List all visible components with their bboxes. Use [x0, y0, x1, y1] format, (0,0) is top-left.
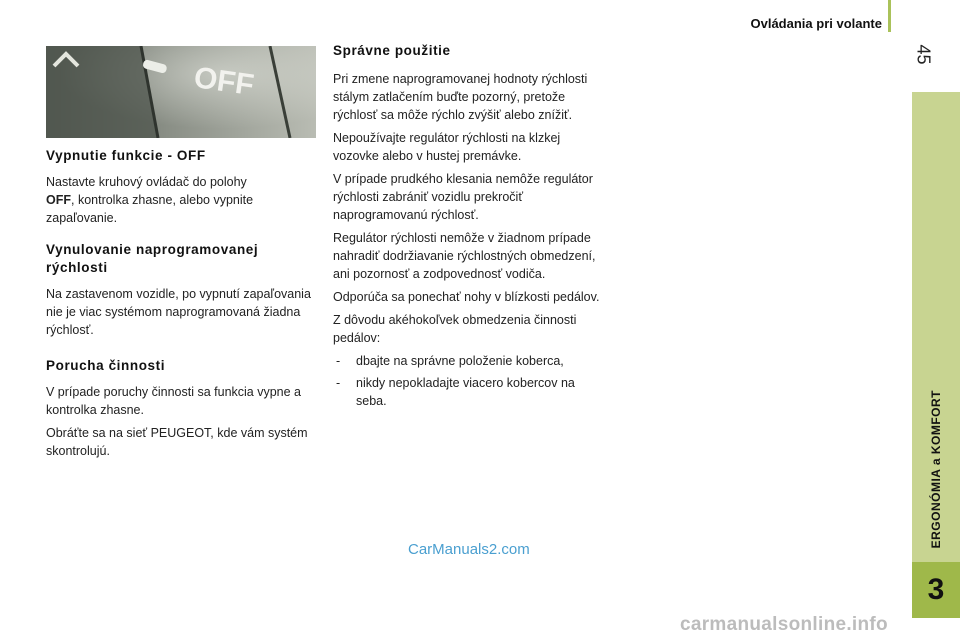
watermark-carmanualsonline: carmanualsonline.info [680, 614, 888, 635]
page-number: 45 [913, 44, 934, 65]
section-fault-heading: Porucha činnosti [46, 358, 166, 373]
section-off-text-a: Nastavte kruhový ovládač do polohy [46, 175, 247, 189]
list-item: - dbajte na správne položenie koberca, [333, 352, 608, 370]
correct-use-p5: Odporúča sa ponechať nohy v blízkosti pedálov. [333, 290, 600, 304]
correct-use-p4: Regulátor rýchlosti nemôže v žiadnom prípade nahradiť dodržiavanie rýchlostných obmedzení, ani pozornosť a zodpovednosť vodiča. [333, 231, 596, 281]
chapter-number: 3 [927, 573, 945, 606]
correct-use-p1: Pri zmene naprogramovanej hodnoty rýchlosti stálym zatlačením buďte pozorný, pretože rýchlosť sa môže rýchlo zvýšiť alebo znížiť. [333, 72, 588, 122]
section-fault-text-2: Obráťte sa na sieť PEUGEOT, kde vám systém skontrolujú. [46, 426, 308, 458]
correct-use-heading: Správne použitie [333, 43, 451, 58]
cruise-control-knob-photo [46, 46, 316, 138]
section-reset [46, 241, 316, 339]
correct-use-p6: Z dôvodu akéhokoľvek obmedzenia činnosti pedálov: [333, 313, 577, 345]
section-off-heading: Vypnutie funkcie - OFF [46, 148, 206, 163]
watermark-carmanuals2: CarManuals2.com [408, 541, 530, 558]
correct-use-p3: V prípade prudkého klesania nemôže regulátor rýchlosti zabrániť vozidlu prekročiť naprogramovanú rýchlosť. [333, 172, 593, 222]
section-off-text-bold: OFF [46, 193, 71, 207]
section-fault-text-1: V prípade poruchy činnosti sa funkcia vypne a kontrolka zhasne. [46, 385, 302, 417]
left-column [46, 147, 316, 474]
section-reset-heading: Vynulovanie naprogramovanej rýchlosti [46, 242, 259, 275]
header-rule [888, 0, 891, 32]
section-off-text [46, 173, 316, 227]
section-reset-text: Na zastavenom vozidle, po vypnutí zapaľovania nie je viac systémom naprogramovaná žiadna rýchlosť. [46, 287, 311, 337]
list-item: - nikdy nepokladajte viacero kobercov na seba. [333, 374, 608, 410]
correct-use-p2: Nepoužívajte regulátor rýchlosti na klzkej vozovke alebo v hustej premávke. [333, 131, 561, 163]
knob-photo-svg [46, 46, 316, 138]
correct-use-list [333, 352, 608, 410]
section-off-text-b: , kontrolka zhasne, alebo vypnite zapaľovanie. [46, 193, 254, 225]
right-column [333, 42, 608, 414]
section-fault [46, 357, 316, 460]
header-title: Ovládania pri volante [750, 16, 882, 31]
chapter-tab-label-wrap [912, 92, 960, 562]
section-off [46, 147, 316, 227]
chapter-title: ERGONÓMIA a KOMFORT [929, 389, 943, 548]
off-label: OFF [191, 61, 256, 103]
